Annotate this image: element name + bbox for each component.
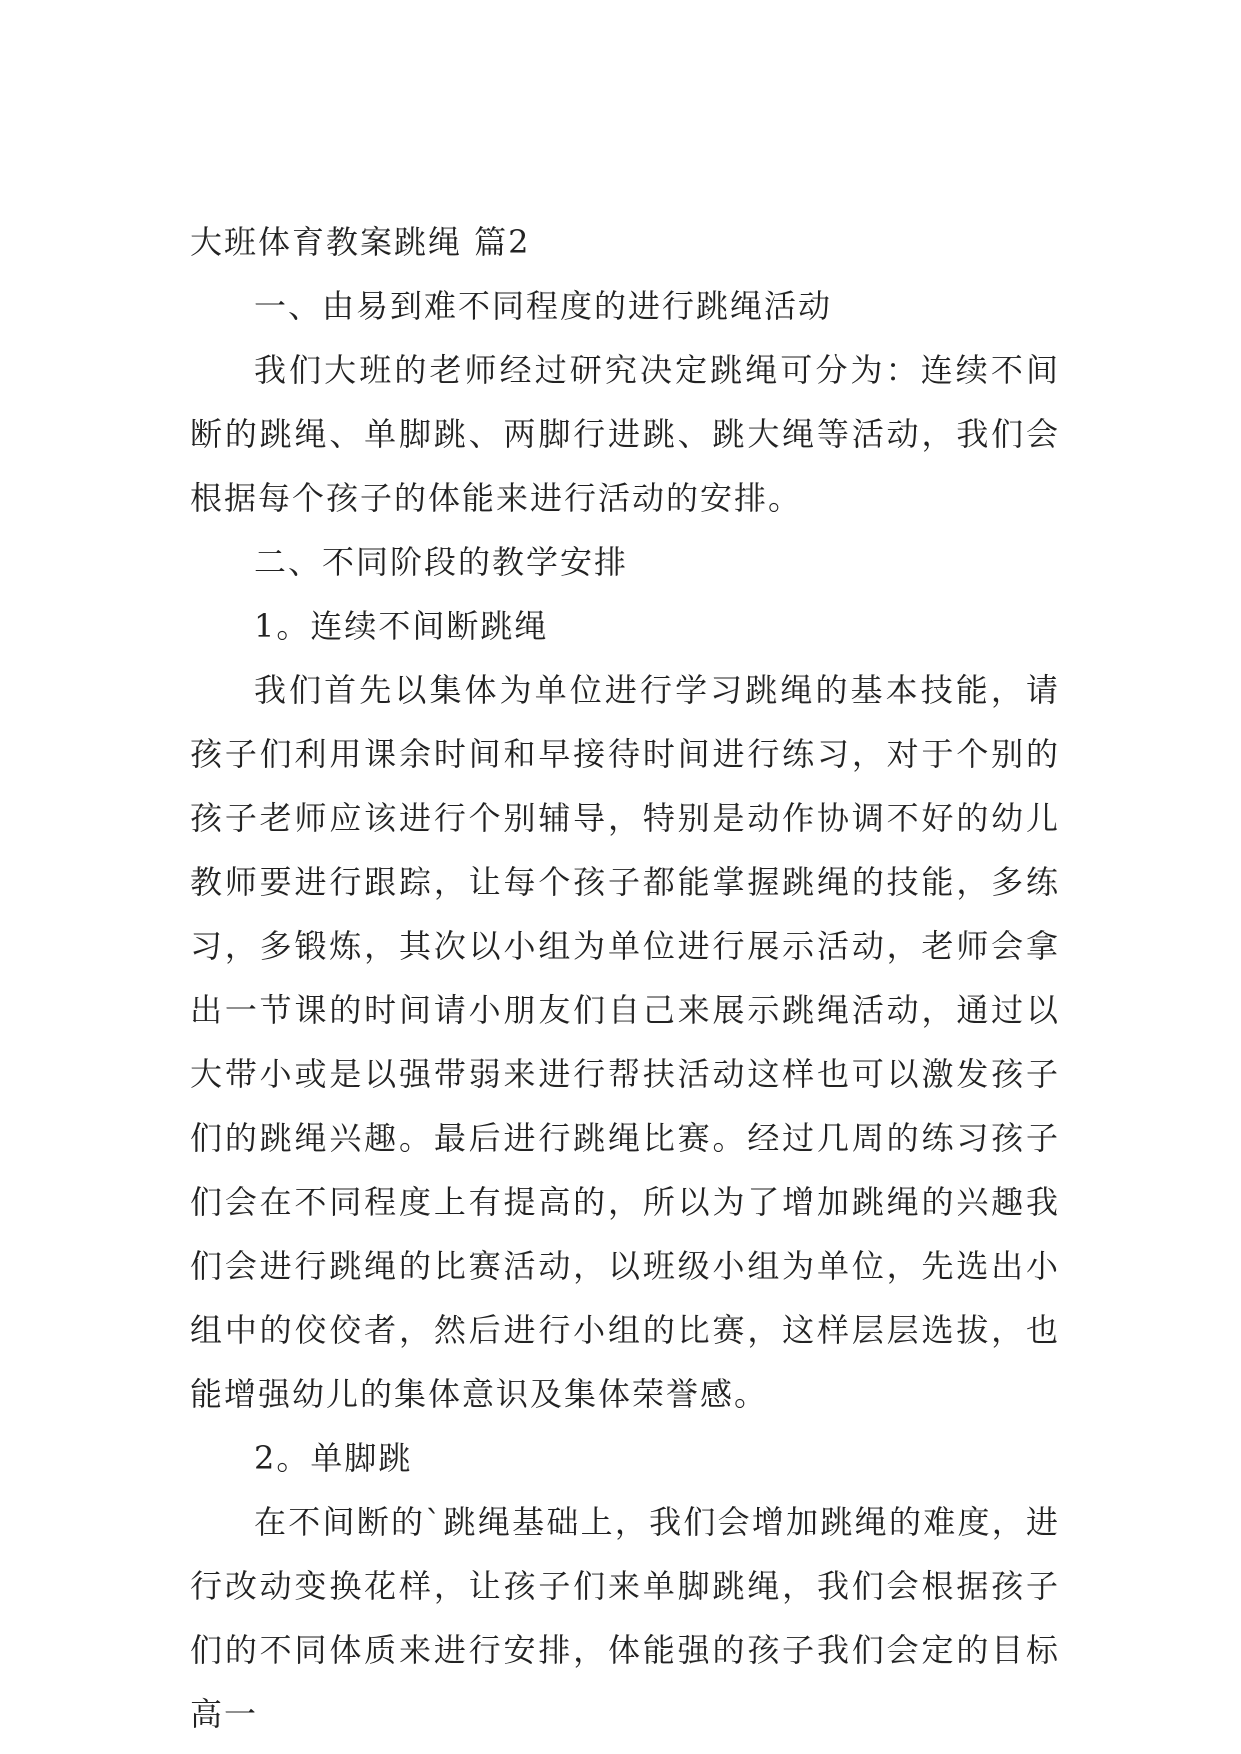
document-body — [190, 210, 1060, 1746]
paragraph-continuous-jump: 我们首先以集体为单位进行学习跳绳的基本技能，请孩子们利用课余时间和早接待时间进行练习，对于个别的孩子老师应该进行个别辅导，特别是动作协调不好的幼儿教师要进行跟踪，让每个孩子都能掌握跳绳的技能，多练习，多锻炼，其次以小组为单位进行展示活动，老师会拿出一节课的时间请小朋友们自己来展示跳绳活动，通过以大带小或是以强带弱来进行帮扶活动这样也可以激发孩子们的跳绳兴趣。最后进行跳绳比赛。经过几周的练习孩子们会在不同程度上有提高的，所以为了增加跳绳的兴趣我们会进行跳绳的比赛活动，以班级小组为单位，先选出小组中的佼佼者，然后进行小组的比赛，这样层层选拔，也能增强幼儿的集体意识及集体荣誉感。 — [190, 671, 1060, 1413]
section-heading-1: 一、由易到难不同程度的进行跳绳活动 — [254, 287, 833, 325]
subheading-single-foot-jump: 2。单脚跳 — [254, 1439, 413, 1477]
subheading-continuous-jump: 1。连续不间断跳绳 — [254, 607, 549, 645]
section-heading-2: 二、不同阶段的教学安排 — [254, 543, 629, 581]
paragraph-single-foot-jump: 在不间断的`跳绳基础上，我们会增加跳绳的难度，进行改动变换花样，让孩子们来单脚跳绳，我们会根据孩子们的不同体质来进行安排，体能强的孩子我们会定的目标高一 — [190, 1503, 1060, 1733]
document-title: 大班体育教案跳绳 篇2 — [190, 223, 531, 261]
paragraph-intro: 我们大班的老师经过研究决定跳绳可分为：连续不间断的跳绳、单脚跳、两脚行进跳、跳大绳等活动，我们会根据每个孩子的体能来进行活动的安排。 — [190, 351, 1060, 517]
